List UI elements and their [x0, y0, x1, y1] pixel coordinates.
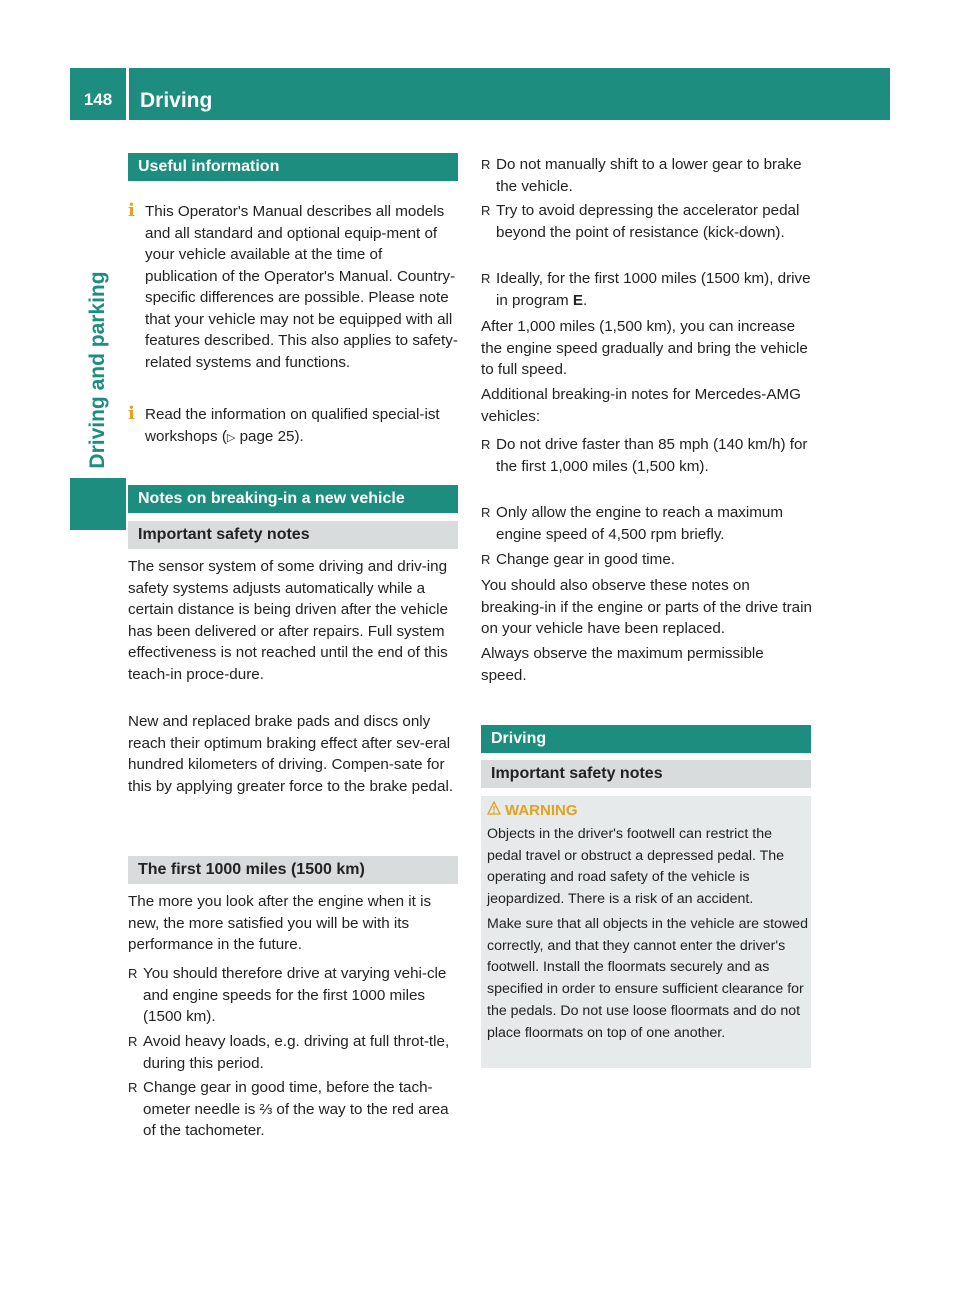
- list-item: [128, 1031, 460, 1074]
- para-amg: Additional breaking-in notes for Mercedes-AMG vehicles:: [481, 386, 801, 425]
- list-item-text: You should therefore drive at varying vehi-cle and engine speeds for the first 1000 miles (1500 km).: [143, 965, 447, 1025]
- list-item-text: Try to avoid depressing the accelerator pedal beyond the point of resistance (kick-down).: [496, 202, 800, 241]
- bullet-icon: R: [128, 1080, 138, 1095]
- list-item: [128, 963, 460, 1028]
- bullet-icon: R: [128, 1034, 138, 1049]
- list-item-text: Change gear in good time.: [496, 551, 675, 568]
- list-item-text: Avoid heavy loads, e.g. driving at full throt-tle, during this period.: [143, 1033, 450, 1072]
- driving-heading: Driving: [481, 725, 811, 753]
- warning-triangle-icon: [487, 801, 501, 815]
- bullet-icon: R: [481, 271, 491, 286]
- bullet-icon: R: [481, 437, 491, 452]
- warning-box: [481, 796, 811, 1068]
- list-item-text: Only allow the engine to reach a maximum engine speed of 4,500 rpm briefly.: [496, 504, 784, 543]
- warning-text-1: Objects in the driver's footwell can restrict the pedal travel or obstruct a depressed pedal. The operating and road safety of the vehicle is jeopardized. There is a risk of an accident.: [487, 826, 785, 908]
- list-item: [481, 434, 813, 477]
- info-note-1: [128, 201, 458, 373]
- safety-subheading-left: Important safety notes: [128, 521, 458, 549]
- bullet-icon: R: [481, 157, 491, 172]
- side-tab-label: Driving and parking: [86, 271, 109, 469]
- list-item: [481, 549, 813, 571]
- page-number: 148: [83, 90, 113, 109]
- para-brakes: New and replaced brake pads and discs only reach their optimum braking effect after sev-eral hundred kilometers of driving. Compen-sate for this by applying greater force to the brake pedal.: [128, 713, 454, 795]
- page-ref-arrow-icon: ▷: [226, 431, 236, 444]
- info-icon: i: [128, 403, 135, 424]
- drive-program-letter: E: [572, 291, 583, 309]
- list-item-text: Change gear in good time, before the tach-ometer needle is ⅔ of the way to the red area of the tachometer.: [143, 1079, 449, 1139]
- info-note-1-text: This Operator's Manual describes all models and all standard and optional equip-ment of your vehicle available at the time of publication of the Operator's Manual. Country-specific differences are possible. Please note that your vehicle may not be equipped with all features described. This also applies to safety-related systems and functions.: [145, 203, 458, 371]
- info-note-2: [128, 404, 458, 449]
- list-item-text-end: .: [582, 291, 588, 309]
- first-miles-subheading: The first 1000 miles (1500 km): [128, 856, 458, 884]
- bullet-icon: R: [481, 203, 491, 218]
- bullet-icon: R: [481, 505, 491, 520]
- warning-title: WARNING: [505, 802, 578, 819]
- para-after-miles: After 1,000 miles (1,500 km), you can increase the engine speed gradually and bring the vehicle to full speed.: [481, 318, 808, 378]
- warning-text-2: Make sure that all objects in the vehicle are stowed correctly, and that they cannot enter the driver's footwell. Install the floormats securely and as specified in order to ensure sufficient clearance for the pedals. Do not use loose floormats and do not place floormats on top of one another.: [487, 916, 808, 1041]
- header-divider: [126, 68, 129, 120]
- para-sensor: The sensor system of some driving and driv-ing safety systems adjusts automatically while a certain distance is being driven after the vehicle has been delivered or after repairs. Full system effectiveness is not reached until the end of this teach-in proce-dure.: [128, 558, 448, 683]
- list-item: [481, 154, 813, 197]
- page-reference-link[interactable]: page 25).: [235, 427, 304, 445]
- side-tab-marker: [70, 478, 126, 530]
- bullet-icon: R: [128, 966, 138, 981]
- bullet-icon: R: [481, 552, 491, 567]
- list-item-text: Ideally, for the first 1000 miles (1500 km), drive in program: [496, 270, 811, 309]
- para-observe: You should also observe these notes on breaking-in if the engine or parts of the drive train on your vehicle have been replaced.: [481, 577, 812, 637]
- para-engine: The more you look after the engine when it is new, the more satisfied you will be with its performance in the future.: [128, 893, 432, 953]
- para-always: Always observe the maximum permissible speed.: [481, 645, 764, 684]
- info-icon: i: [128, 200, 135, 221]
- list-item: [481, 502, 813, 545]
- list-item: [481, 200, 813, 243]
- list-item: [481, 268, 813, 311]
- list-item: [128, 1077, 460, 1142]
- breaking-in-heading: Notes on breaking-in a new vehicle: [128, 485, 458, 513]
- useful-info-heading: Useful information: [128, 153, 458, 181]
- list-item-text: Do not manually shift to a lower gear to brake the vehicle.: [496, 156, 802, 195]
- info-note-2-text-a: Read the information on qualified special-ist workshops (: [145, 406, 440, 445]
- safety-subheading-right: Important safety notes: [481, 760, 811, 788]
- list-item-text: Do not drive faster than 85 mph (140 km/h) for the first 1,000 miles (1,500 km).: [496, 436, 808, 475]
- page-title: Driving: [140, 89, 213, 112]
